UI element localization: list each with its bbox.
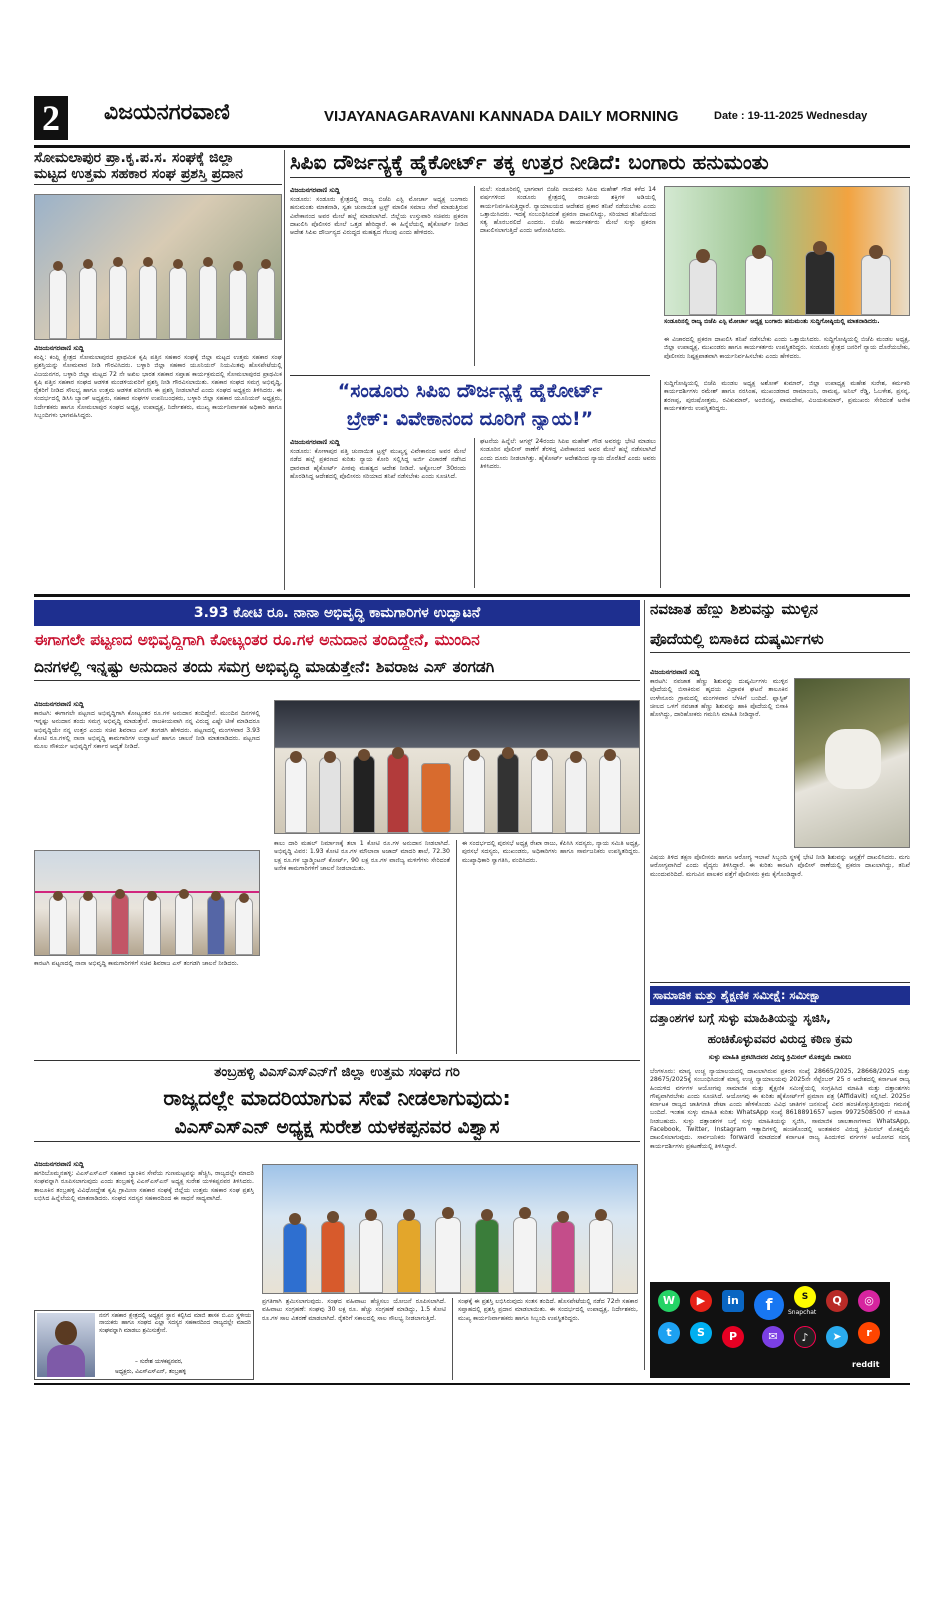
- linkedin-icon: in: [722, 1290, 744, 1312]
- story5-byline: ವಿಜಯನಗರವಾಣಿ ಸುದ್ದಿ: [650, 668, 700, 676]
- story6-body: ಬೆಂಗಳೂರು: ಮಾನ್ಯ ಉಚ್ಚ ನ್ಯಾಯಾಲಯದಲ್ಲಿ ದಾಖಲಾಗಿರುವ ಪ್ರಕರಣ ಸಂಖ್ಯೆ 28665/2025, 28668/2025 ಮತ್ತು 28675/2025ಕ್ಕೆ ಸಂಬಂಧಿಸಿದಂತೆ ಮಾನ್ಯ ಉಚ್ಚ ನ್ಯಾಯಾಲಯವು 2025ನೇ ಸೆಪ್ಟೆಂಬರ್ 25 ರ ಆದೇಶದಲ್ಲಿ ಕರ್ನಾಟಕ ರಾಜ್ಯ ಹಿಂದುಳಿದ ವರ್ಗಗಳ ಆಯೋಗವು ಸಾಮಾಜಿಕ ಮತ್ತು ಶೈಕ್ಷಣಿಕ ಸಮೀಕ್ಷೆಯಲ್ಲಿ ಸಂಗ್ರಹಿಸಿದ ಮಾಹಿತಿ ಮತ್ತು ದತ್ತಾಂಶಗಳು ಗೌಪ್ಯವಾಗಿರಬೇಕು ಎಂದು ಸೂಚಿಸಿದೆ. ಆಯೋಗವು ಈ ಕುರಿತು ಹೈಕೋರ್ಟ್‌ಗೆ ಪ್ರಮಾಣ ಪತ್ರ (Affidavit) ಸಲ್ಲಿಸಿದೆ. 2025ರ ಕರ್ನಾಟಕ ರಾಜ್ಯದ ಜಾತಿಗಣತಿ ಡೇಟಾ ಎಂದು ಹೇಳಿಕೊಂಡು ವಿವಿಧ ಜಾತಿಗಳ ಜನಸಂಖ್ಯೆ ವಿವರ ಹಂಚಿಕೊಳ್ಳುತ್ತಿರುವುದು ಗಮನಕ್ಕೆ ಬಂದಿದೆ. ಇಂತಹ ಸುಳ್ಳು ಮಾಹಿತಿ ಕುರಿತು WhatsApp ಸಂಖ್ಯೆ 8618891657 ಅಥವಾ 9972508500 ಗೆ ಮಾಹಿತಿ ನೀಡಬಹುದು. ಸುಳ್ಳು ದತ್ತಾಂಶಗಳ ಬಗ್ಗೆ ಸುಳ್ಳು ಮಾಹಿತಿಯನ್ನು ಸೃಜಿಸಿ, ಸಾಮಾಜಿಕ ಜಾಲತಾಣಗಳಾದ WhatsApp, Facebook, Twitter, Instagram ಇತ್ಯಾದಿಗಳಲ್ಲಿ ಹಂಚಿಕೊಂಡಲ್ಲಿ ಅಂತಹವರ ವಿರುದ್ಧ ಕ್ರಿಮಿನಲ್ ಮೊಕದ್ದಮೆ ದಾಖಲಿಸಲಾಗುವುದು. ಸಾರ್ವಜನಿಕರು forward ಮಾಡದಂತೆ ಕರ್ನಾಟಕ ರಾಜ್ಯ ಹಿಂದುಳಿದ ವರ್ಗಗಳ ಆಯೋಗದ ಸದಸ್ಯ ಕಾರ್ಯದರ್ಶಿಗಳು ಪ್ರಕಟಣೆಯಲ್ಲಿ ತಿಳಿಸಿದ್ದಾರೆ.: [650, 1068, 910, 1150]
- story7-quote-author: – ಸುರೇಶ ಯಳಕಪ್ಪನವರ,: [135, 1359, 183, 1365]
- facebook-icon: f: [754, 1290, 784, 1320]
- story4-photo-main: [274, 700, 640, 834]
- story-survey-fake-data: [650, 986, 910, 1378]
- story1-photo: [34, 194, 282, 340]
- story-development-works: [34, 600, 640, 1056]
- story-vssn-award: [34, 1064, 640, 1380]
- story6-headline-line2: ದತ್ತಾಂಶಗಳ ಬಗ್ಗೆ ಸುಳ್ಳು ಮಾಹಿತಿಯನ್ನು ಸೃಜಿಸಿ,: [650, 1011, 831, 1025]
- story2-headline: ಸಿಪಿಐ ದೌರ್ಜನ್ಯಕ್ಕೆ ಹೈಕೋರ್ಟ್ ತಕ್ಕ ಉತ್ತರ ನೀಡಿದೆ: ಬಂಗಾರು ಹನುಮಂತು: [290, 150, 910, 178]
- story3-body-col1: ಸಂಡೂರು: ಕೋಳಾಪುರ ಪತ್ತಿ ಚುನಾಯಿತ ಟ್ರಸ್ಟ್ ಮುಖ್ಯಸ್ಥ ವಿವೇಕಾನಂದ ಅವರ ಮೇಲೆ ನಡೆದ ಹಲ್ಲೆ ಪ್ರಕರಣದ ಕುರಿತು ನ್ಯಾಯ ಕೋರಿ ಸಲ್ಲಿಸಿದ್ದ ಅರ್ಜಿ ವಿಚಾರಣೆ ನಡೆಸಿದ ಧಾರವಾಡ ಹೈಕೋರ್ಟ್ ಪೀಠವು ಮಹತ್ವದ ಆದೇಶ ನೀಡಿದೆ. ಅಕ್ಟೋಬರ್ 30ರಂದು ಹೊರಡಿಸಿದ್ದ ಆದೇಶದಲ್ಲಿ ಪೊಲೀಸರು ಸರಿಯಾದ ತನಿಖೆ ನಡೆಸಬೇಕು ಎಂದು ಸೂಚಿಸಿದೆ.: [290, 448, 466, 480]
- telegram-icon: ➤: [826, 1326, 848, 1348]
- story7-body-col2: ಪ್ರಗತಿಗಾಗಿ ಶ್ರಮಿಸಲಾಗುವುದು. ಸಂಘದ ವಹಿವಾಟು ಹೆಚ್ಚಿಸಲು ಯೋಜನೆ ರೂಪಿಸಲಾಗಿದೆ. ವಹಿವಾಟು ಸಂಗ್ರಹಣೆ: ಸಂಘವು 30 ಲಕ್ಷ ರೂ. ಹೆಚ್ಚು ಸಂಗ್ರಹಣೆ ಮಾಡಿದ್ದು, 1.5 ಕೋಟಿ ರೂ.ಗಳ ಸಾಲ ವಿತರಣೆ ಮಾಡಲಾಗಿದೆ. ರೈತರಿಗೆ ಸಕಾಲದಲ್ಲಿ ಸಾಲ ಸೌಲಭ್ಯ ನೀಡಲಾಗುತ್ತಿದೆ.: [262, 1298, 446, 1322]
- story7-portrait: [37, 1313, 95, 1377]
- story7-body-col1: ಹಗರಿಬೊಮ್ಮನಹಳ್ಳಿ: ವಿಎಸ್‌ಎಸ್‌ಎನ್ ಸಹಕಾರ ಬ್ಯಾಂಕಿನ ಸೇವೆಯ ಗುಣಮಟ್ಟವನ್ನು ಹೆಚ್ಚಿಸಿ, ರಾಜ್ಯದಲ್ಲೇ ಮಾದರಿ ಸಂಘವನ್ನಾಗಿ ರೂಪಿಸಲಾಗುವುದು ಎಂದು ತಂಬ್ರಹಳ್ಳಿ ವಿಎಸ್‌ಎಸ್‌ಎನ್ ಅಧ್ಯಕ್ಷ ಸುರೇಶ ಯಳಕಪ್ಪನವರ ತಿಳಿಸಿದರು. ತಾಲೂಕಿನ ತಂಬ್ರಹಳ್ಳಿ ವಿವಿಧೋದ್ದೇಶ ಕೃಷಿ ಗ್ರಾಮೀಣ ಸಹಕಾರ ಸಂಘಕ್ಕೆ ಜಿಲ್ಲೆಯ ಉತ್ತಮ ಸಹಕಾರ ಸಂಘ ಪ್ರಶಸ್ತಿ ಲಭಿಸಿದ ಹಿನ್ನೆಲೆಯಲ್ಲಿ ಮಾತನಾಡಿದರು. ಸಂಘದ ಸದಸ್ಯರ ಸಹಕಾರದಿಂದ ಈ ಸಾಧನೆ ಸಾಧ್ಯವಾಗಿದೆ.: [34, 1170, 254, 1202]
- instagram-icon: ◎: [858, 1290, 880, 1312]
- story-sandur-highcourt: [290, 380, 910, 590]
- story5-headline-line2: ಪೊದೆಯಲ್ಲಿ ಬಿಸಾಕಿದ ದುಷ್ಕರ್ಮಿಗಳು: [650, 630, 910, 653]
- page-number: 2: [34, 96, 68, 140]
- story-cooperative-award: [34, 150, 282, 590]
- story6-headline-line1: ಸಾಮಾಜಿಕ ಮತ್ತು ಶೈಕ್ಷಣಿಕ ಸಮೀಕ್ಷೆ: ಸಮೀಕ್ಷಾ: [650, 986, 910, 1005]
- tiktok-icon: ♪: [794, 1326, 816, 1348]
- snapchat-label: Snapchat: [788, 1309, 817, 1316]
- story7-headline-line1: ರಾಜ್ಯದಲ್ಲೇ ಮಾದರಿಯಾಗುವ ಸೇವೆ ನೀಡಲಾಗುವುದು:: [163, 1086, 511, 1110]
- story3-headline-line2: ಬ್ರೇಕ್: ವಿವೇಕಾನಂದ ದೂರಿಗೆ ನ್ಯಾಯ!”: [346, 408, 594, 430]
- pinterest-icon: P: [722, 1326, 744, 1348]
- story4-body-col1: ಕಾರಟಗಿ: ಈಗಾಗಲೇ ಪಟ್ಟಣದ ಅಭಿವೃದ್ಧಿಗಾಗಿ ಕೋಟ್ಯಂತರ ರೂ.ಗಳ ಅನುದಾನ ತಂದಿದ್ದೇನೆ. ಮುಂದಿನ ದಿನಗಳಲ್ಲಿ ಇನ್ನಷ್ಟು ಅನುದಾನ ತಂದು ಸಮಗ್ರ ಅಭಿವೃದ್ಧಿ ಮಾಡುತ್ತೇನೆ. ರಾಜಕೀಯವಾಗಿ ನನ್ನ ವಿರುದ್ಧ ಎಷ್ಟೇ ಟೀಕೆ ಮಾಡಿದರೂ ಅಭಿವೃದ್ಧಿಯೇ ನನ್ನ ಉತ್ತರ ಎಂದು ಸಚಿವ ಶಿವರಾಜ ಎಸ್ ತಂಗಡಗಿ ಹೇಳಿದರು. ಪಟ್ಟಣದಲ್ಲಿ ಮಂಗಳವಾರ 3.93 ಕೋಟಿ ರೂ.ಗಳಲ್ಲಿ ನಾನಾ ಅಭಿವೃದ್ಧಿ ಕಾಮಗಾರಿಗಳ ಉದ್ಘಾಟನೆ ಹಾಗೂ ಚಾಲನೆ ನೀಡಿ ಮಾತನಾಡಿದರು. ಪಟ್ಟಣದ ಮೂಲ ಸೌಕರ್ಯ ಅಭಿವೃದ್ಧಿಗೆ ಸರ್ಕಾರ ಆದ್ಯತೆ ನೀಡಿದೆ.: [34, 710, 260, 751]
- social-media-collage: [650, 1282, 890, 1378]
- masthead-title-english: VIJAYANAGARAVANI KANNADA DAILY MORNING: [324, 108, 679, 125]
- skype-icon: S: [690, 1322, 712, 1344]
- masthead-date: Date : 19-11-2025 Wednesday: [714, 110, 868, 122]
- story-newborn-abandoned: [650, 600, 910, 980]
- snapchat-icon: S: [794, 1286, 816, 1308]
- quora-icon: Q: [826, 1290, 848, 1312]
- story4-byline: ವಿಜಯನಗರವಾಣಿ ಸುದ್ದಿ: [34, 700, 84, 708]
- story7-quote: ನನಗೆ ಸಹಕಾರ ಕ್ಷೇತ್ರದಲ್ಲಿ ಅಧ್ಯಕ್ಷನ ಸ್ಥಾನ ಕಲ್ಪಿಸಿದ ಮಾಜಿ ಶಾಸಕ ಬಿ.ಎಂ ಸ್ಥಳೀಯ ನಾಯಕರು ಹಾಗೂ ಸಂಘದ ಎಲ್ಲಾ ಸದಸ್ಯರ ಸಹಕಾರದಿಂದ ರಾಜ್ಯದಲ್ಲೇ ಮಾದರಿ ಸಂಘವನ್ನಾಗಿ ಮಾಡಲು ಶ್ರಮಿಸುತ್ತೇನೆ.: [99, 1313, 251, 1334]
- story3-headline-line1: “ಸಂಡೂರು ಸಿಪಿಐ ದೌರ್ಜನ್ಯಕ್ಕೆ ಹೈಕೋರ್ಟ್: [337, 380, 603, 402]
- whatsapp-icon: W: [658, 1290, 680, 1312]
- story4-photo-left: [34, 850, 260, 956]
- masthead-rule: [34, 145, 910, 148]
- story2-photo-caption: ಸಂಡೂರಿನಲ್ಲಿ ರಾಜ್ಯ ಬಿಜೆಪಿ ಎಸ್ಟಿ ಮೋರ್ಚಾ ಅಧ್ಯಕ್ಷ ಬಂಗಾರು ಹನುಮಂತು ಸುದ್ದಿಗೋಷ್ಠಿಯಲ್ಲಿ ಮಾತನಾಡಿದರು.: [664, 318, 880, 325]
- story7-kicker: ತಂಬ್ರಹಳ್ಳಿ ವಿಎಸ್‌ಎಸ್‌ಎನ್‌ಗೆ ಜಿಲ್ಲಾ ಉತ್ತಮ ಸಂಘದ ಗರಿ: [214, 1064, 460, 1080]
- story3-body-col2: ಘಟನೆಯ ಹಿನ್ನೆಲೆ: ಆಗಸ್ಟ್ 24ರಂದು ಸಿಪಿಐ ಮಹೇಶ್ ಗೌಡ ಅವರನ್ನು ಭೇಟಿ ಮಾಡಲು ಸಂಡೂರಿನ ಪೊಲೀಸ್ ಠಾಣೆಗೆ ತೆರಳಿದ್ದ ವಿವೇಕಾನಂದ ಅವರ ಮೇಲೆ ಹಲ್ಲೆ ನಡೆಸಲಾಗಿದೆ ಎಂದು ದೂರು ನೀಡಲಾಗಿತ್ತು. ಹೈಕೋರ್ಟ್ ಆದೇಶದಿಂದ ನ್ಯಾಯ ದೊರೆತಿದೆ ಎಂದು ಅವರು ತಿಳಿಸಿದರು.: [480, 438, 656, 470]
- page-bottom-rule: [34, 1383, 910, 1385]
- story2-photo: [664, 186, 910, 316]
- story7-quote-role: ಅಧ್ಯಕ್ಷರು, ವಿಎಸ್‌ಎಸ್‌ಎನ್, ತಂಬ್ರಹಳ್ಳಿ: [115, 1369, 187, 1375]
- story7-byline: ವಿಜಯನಗರವಾಣಿ ಸುದ್ದಿ: [34, 1160, 84, 1168]
- masthead: [34, 96, 910, 146]
- story3-byline: ವಿಜಯನಗರವಾಣಿ ಸುದ್ದಿ: [290, 438, 340, 446]
- story7-body-col3: ಸಂಘಕ್ಕೆ ಈ ಪ್ರಶಸ್ತಿ ಲಭಿಸಿರುವುದು ಸಂತಸ ತಂದಿದೆ. ಹೊಸಪೇಟೆಯಲ್ಲಿ ನಡೆದ 72ನೇ ಸಹಕಾರ ಸಪ್ತಾಹದಲ್ಲಿ ಪ್ರಶಸ್ತಿ ಪ್ರದಾನ ಮಾಡಲಾಯಿತು. ಈ ಸಂದರ್ಭದಲ್ಲಿ ಉಪಾಧ್ಯಕ್ಷ, ನಿರ್ದೇಶಕರು, ಮುಖ್ಯ ಕಾರ್ಯನಿರ್ವಾಹಕರು ಹಾಗೂ ಸಿಬ್ಬಂದಿ ಉಪಸ್ಥಿತರಿದ್ದರು.: [458, 1298, 638, 1322]
- messenger-icon: ✉: [762, 1326, 784, 1348]
- reddit-icon: r: [858, 1322, 880, 1344]
- story1-headline-line2: ಮಟ್ಟದ ಉತ್ತಮ ಸಹಕಾರ ಸಂಘ ಪ್ರಶಸ್ತಿ ಪ್ರದಾನ: [34, 166, 282, 185]
- story5-headline-line1: ನವಜಾತ ಹೆಣ್ಣು ಶಿಶುವನ್ನು ಮುಳ್ಳಿನ: [650, 600, 818, 618]
- story2-byline: ವಿಜಯನಗರವಾಣಿ ಸುದ್ದಿ: [290, 186, 340, 194]
- masthead-title-kannada: ವಿಜಯನಗರವಾಣಿ: [104, 100, 230, 125]
- story1-headline-line1: ಸೋಮಲಾಪುರ ಪ್ರಾ.ಕೃ.ಪ.ಸ. ಸಂಘಕ್ಕೆ ಜಿಲ್ಲಾ: [34, 150, 235, 166]
- story-bangaru-hanumanthu: [290, 150, 910, 372]
- story3-body-col3: ಸುದ್ದಿಗೋಷ್ಠಿಯಲ್ಲಿ ಬಿಜೆಪಿ ಮಂಡಲ ಅಧ್ಯಕ್ಷ ಅಶೋಕ್ ಕುಮಾರ್, ಜಿಲ್ಲಾ ಉಪಾಧ್ಯಕ್ಷ ಮಹೇಶ ಸುರೇಶ, ಕರ್ಮಕರಿ ಕಾರ್ಯದರ್ಶಿಗಳು ರಮೇಶ್ ಹಾಗೂ ನರಸಿಂಹ, ಮುಖಂಡರಾದ ರಾಮಾಂಜನಿ, ರಾಮಪ್ಪ, ಅನಿಲ್ ರೆಡ್ಡಿ, ಓಬಳೇಶ, ಪ್ರಸನ್ನ, ಶರಣಪ್ಪ, ಪುರುಷೋತ್ತಮ, ರವಿಕುಮಾರ್, ಅಂಜಿನಪ್ಪ, ವಾಮದೇವ, ವಿಜಯಕುಮಾರ್, ಪ್ರಮುಖರು ಸೇರಿದಂತೆ ಅನೇಕ ಕಾರ್ಯಕರ್ತರು ಉಪಸ್ಥಿತರಿದ್ದರು.: [664, 380, 910, 412]
- story4-body-col2: ಕಾಲು ದಾರಿ ಮಹಲ್ ನಿರ್ಮಾಣಕ್ಕೆ ತಲಾ 1 ಕೋಟಿ ರೂ.ಗಳ ಅನುದಾನ ನೀಡಲಾಗಿದೆ. ಅಭಿವೃದ್ಧಿ ವಿವರ: 1.93 ಕೋಟಿ ರೂ.ಗಳ ಮೌಲಾನಾ ಅಜಾದ್ ಮಾದರಿ ಶಾಲೆ, 72.30 ಲಕ್ಷ ರೂ.ಗಳ ಬ್ಯಾಡ್ಮಿಂಟನ್ ಕೋರ್ಟ್, 90 ಲಕ್ಷ ರೂ.ಗಳ ವಾಣಿಜ್ಯ ಮಳಿಗೆಗಳು ಸೇರಿದಂತೆ ಅನೇಕ ಕಾಮಗಾರಿಗಳಿಗೆ ಚಾಲನೆ ನೀಡಲಾಯಿತು.: [274, 840, 450, 872]
- story5-photo: [794, 678, 910, 848]
- story1-byline: ವಿಜಯನಗರವಾಣಿ ಸುದ್ದಿ: [34, 344, 84, 352]
- story5-body-bottom: ವಿಷಯ ತಿಳಿದ ತಕ್ಷಣ ಪೊಲೀಸರು ಹಾಗೂ ಆರೋಗ್ಯ ಇಲಾಖೆ ಸಿಬ್ಬಂದಿ ಸ್ಥಳಕ್ಕೆ ಭೇಟಿ ನೀಡಿ ಶಿಶುವನ್ನು ಆಸ್ಪತ್ರೆಗೆ ದಾಖಲಿಸಿದರು. ಮಗು ಆರೋಗ್ಯವಾಗಿದೆ ಎಂದು ವೈದ್ಯರು ತಿಳಿಸಿದ್ದಾರೆ. ಈ ಕುರಿತು ಕಾರಟಗಿ ಪೊಲೀಸ್ ಠಾಣೆಯಲ್ಲಿ ಪ್ರಕರಣ ದಾಖಲಾಗಿದ್ದು, ತನಿಖೆ ಮುಂದುವರಿದಿದೆ. ಮಗುವಿನ ಪಾಲಕರ ಪತ್ತೆಗೆ ಪೊಲೀಸರು ಕ್ರಮ ಕೈಗೊಂಡಿದ್ದಾರೆ.: [650, 854, 910, 878]
- story2-body-col2: ಮಲೆ: ಸಂಡೂರಿನಲ್ಲಿ ಭಾಗವಾಗ ಬಿಜೆಪಿ ನಾಯಕರು ಸಿಪಿಐ ಮಹೇಶ್ ಗೌಡ ಕಳೆದ 14 ವರ್ಷಗಳಿಂದ ಸಂಡೂರು ಕ್ಷೇತ್ರದಲ್ಲಿ ರಾಜಕೀಯ ಶಕ್ತಿಗಳ ಅಡಿಯಲ್ಲಿ ಕಾರ್ಯನಿರ್ವಹಿಸುತ್ತಿದ್ದಾರೆ. ನ್ಯಾಯಾಲಯದ ಆದೇಶದ ಪ್ರಕಾರ ತನಿಖೆ ನಡೆಯಬೇಕು ಎಂದು ಒತ್ತಾಯಿಸಿದರು. ಇದಕ್ಕೆ ಸಂಬಂಧಿಸಿದಂತೆ ಪ್ರಕರಣ ದಾಖಲಿಸಿದ್ದು, ಸರಿಯಾದ ತನಿಖೆಯಿಂದ ಸತ್ಯ ಹೊರಬರಲಿದೆ ಎಂದರು. ಬಿಜೆಪಿ ಕಾರ್ಯಕರ್ತರು ಮೇಲೆ ಸುಳ್ಳು ಪ್ರಕರಣ ದಾಖಲಿಸಲಾಗುತ್ತಿದೆ ಎಂದು ಆರೋಪಿಸಿದರು.: [480, 186, 656, 235]
- story2-body-col1: ಸಂಡೂರು: ಸಂಡೂರು ಕ್ಷೇತ್ರದಲ್ಲಿ ರಾಜ್ಯ ಬಿಜೆಪಿ ಎಸ್ಟಿ ಮೋರ್ಚಾ ಅಧ್ಯಕ್ಷ ಬಂಗಾರು ಹನುಮಂತು ಮಾತನಾಡಿ, ಸ್ವತಃ ಚುನಾಯಿತ ಟ್ರಸ್ಟ್ ಮಾಲಿಕ ಸಮಾಜ ಸೇವೆ ಮಾಡುತ್ತಿರುವ ವಿವೇಕಾನಂದ ಅವರ ಮೇಲೆ ಹಲ್ಲೆ ಮಾಡಲಾಗಿದೆ. ಜಿಲ್ಲೆಯ ಉಸ್ತುವಾರಿ ಸಚಿವರು ಪ್ರಕರಣ ದಾಖಲಿಸಿ ಪೊಲೀಸರ ಮೇಲೆ ಒತ್ತಡ ಹೇರಿದ್ದಾರೆ. ಈ ಹಿನ್ನೆಲೆಯಲ್ಲಿ ಹೈಕೋರ್ಟ್ ನೀಡಿದ ಆದೇಶ ಸಿಪಿಐ ದೌರ್ಜನ್ಯದ ವಿರುದ್ಧದ ಮಹತ್ವದ ಗೆಲುವು ಎಂದು ಹೇಳಿದರು.: [290, 196, 468, 237]
- story6-headline-line3: ಹಂಚಿಕೊಳ್ಳುವವರ ವಿರುದ್ಧ ಕಠಿಣ ಕ್ರಮ: [707, 1032, 853, 1046]
- youtube-icon: ▶: [690, 1290, 712, 1312]
- story2-body-col3: ಈ ವಿಚಾರದಲ್ಲಿ ಪ್ರಕರಣ ದಾಖಲಿಸಿ ತನಿಖೆ ನಡೆಸಬೇಕು ಎಂದು ಒತ್ತಾಯಿಸಿದರು. ಸುದ್ದಿಗೋಷ್ಠಿಯಲ್ಲಿ ಬಿಜೆಪಿ ಮಂಡಲ ಅಧ್ಯಕ್ಷ, ಜಿಲ್ಲಾ ಉಪಾಧ್ಯಕ್ಷ, ಮುಖಂಡರು ಹಾಗೂ ಕಾರ್ಯಕರ್ತರು ಉಪಸ್ಥಿತರಿದ್ದರು. ಸಂಡೂರು ಕ್ಷೇತ್ರದ ಜನರಿಗೆ ನ್ಯಾಯ ದೊರೆಯಬೇಕು, ಪೊಲೀಸರು ನಿಷ್ಪಕ್ಷಪಾತವಾಗಿ ಕಾರ್ಯನಿರ್ವಹಿಸಬೇಕು ಎಂದು ಹೇಳಿದರು.: [664, 336, 910, 360]
- twitter-icon: t: [658, 1322, 680, 1344]
- story6-subhead: ಸುಳ್ಳು ಮಾಹಿತಿ ಪ್ರಕಟಿಸಿದವರ ವಿರುದ್ಧ ಕ್ರಿಮಿನಲ್ ಮೊಕದ್ದಮೆ ದಾಖಲು: [708, 1053, 852, 1061]
- story5-body-top: ಕಾರಟಗಿ: ನವಜಾತ ಹೆಣ್ಣು ಶಿಶುವನ್ನು ದುಷ್ಕರ್ಮಿಗಳು ಮುಳ್ಳಿನ ಪೊದೆಯಲ್ಲಿ ಬಿಸಾಕಿರುವ ಹೃದಯ ವಿದ್ರಾವಕ ಘಟನೆ ತಾಲೂಕಿನ ಉಳೇನೂರು ಗ್ರಾಮದಲ್ಲಿ ಮಂಗಳವಾರ ಬೆಳಕಿಗೆ ಬಂದಿದೆ. ಪ್ಲಾಸ್ಟಿಕ್ ಚೀಲದ ಒಳಗೆ ನವಜಾತ ಹೆಣ್ಣು ಶಿಶುವನ್ನು ಹಾಕಿ ಪೊದೆಯಲ್ಲಿ ಬಿಸಾಕಿ ಹೋಗಿದ್ದು, ದಾರಿಹೋಕರು ಗಮನಿಸಿ ಮಾಹಿತಿ ನೀಡಿದ್ದಾರೆ.: [650, 678, 788, 719]
- story1-body: ಕಂಪ್ಲಿ: ಕಂಪ್ಲಿ ಕ್ಷೇತ್ರದ ಸೋಮಲಾಪುರದ ಪ್ರಾಥಮಿಕ ಕೃಷಿ ಪತ್ತಿನ ಸಹಕಾರ ಸಂಘಕ್ಕೆ ಜಿಲ್ಲಾ ಮಟ್ಟದ ಉತ್ತಮ ಸಹಕಾರ ಸಂಘ ಪ್ರಶಸ್ತಿಯನ್ನು ಸೋಮವಾರ ನೀಡಿ ಗೌರವಿಸಿದರು. ಬಳ್ಳಾರಿ ಜಿಲ್ಲಾ ಸಹಕಾರ ಯೂನಿಯನ್ ನಿಯಮಿತವು ಹೊಸಪೇಟೆಯಲ್ಲಿ ವಿಜಯನಗರ, ಬಳ್ಳಾರಿ ಜಿಲ್ಲಾ ಮಟ್ಟದ 72 ನೇ ಅಖಿಲ ಭಾರತ ಸಹಕಾರ ಸಪ್ತಾಹ ಕಾರ್ಯಕ್ರಮದಲ್ಲಿ ಸೋಮಲಾಪುರದ ಪ್ರಾಥಮಿಕ ಕೃಷಿ ಪತ್ತಿನ ಸಹಕಾರ ಸಂಘದ ಆಡಳಿತ ಮಂಡಳಿಯವರಿಗೆ ಪ್ರಶಸ್ತಿ ನೀಡಿ ಗೌರವಿಸಲಾಯಿತು. ಸಹಕಾರ ಸಂಘದ ಸಮಗ್ರ ಅಭಿವೃದ್ಧಿ, ರೈತರಿಗೆ ನೀಡಿದ ಸೌಲಭ್ಯ ಹಾಗೂ ಉತ್ತಮ ಆಡಳಿತ ಪರಿಗಣಿಸಿ ಈ ಪ್ರಶಸ್ತಿ ನೀಡಲಾಗಿದೆ ಎಂದು ಸಂಘದ ಅಧ್ಯಕ್ಷರು ತಿಳಿಸಿದರು. ಈ ಸಂದರ್ಭದಲ್ಲಿ ಡಿಸಿಸಿ ಬ್ಯಾಂಕ್ ಅಧ್ಯಕ್ಷರು, ಸಹಕಾರ ಸಂಘಗಳ ಉಪನಿಬಂಧಕರು, ಬಳ್ಳಾರಿ ಜಿಲ್ಲಾ ಸಹಕಾರ ಯೂನಿಯನ್ ಅಧ್ಯಕ್ಷರು, ನಿರ್ದೇಶಕರು ಹಾಗೂ ಸೋಮಲಾಪುರ ಸಂಘದ ಅಧ್ಯಕ್ಷ, ಉಪಾಧ್ಯಕ್ಷ, ನಿರ್ದೇಶಕರು, ಮುಖ್ಯ ಕಾರ್ಯನಿರ್ವಾಹಕ ಅಧಿಕಾರಿ ಹಾಗೂ ಸಿಬ್ಬಂದಿಗಳು ಭಾಗವಹಿಸಿದ್ದರು.: [34, 354, 282, 420]
- story4-headline-line1: ಈಗಾಗಲೇ ಪಟ್ಟಣದ ಅಭಿವೃದ್ಧಿಗಾಗಿ ಕೋಟ್ಯಂತರ ರೂ.ಗಳ ಅನುದಾನ ತಂದಿದ್ದೇನೆ, ಮುಂದಿನ: [34, 631, 480, 649]
- story4-photo-caption: ಕಾರಟಗಿ ಪಟ್ಟಣದಲ್ಲಿ ನಾನಾ ಅಭಿವೃದ್ಧಿ ಕಾಮಗಾರಿಗಳಿಗೆ ಸಚಿವ ಶಿವರಾಜ ಎಸ್ ತಂಗಡಗಿ ಚಾಲನೆ ನೀಡಿದರು.: [34, 960, 239, 967]
- story7-headline-line2: ವಿಎಸ್‌ಎಸ್‌ಎನ್ ಅಧ್ಯಕ್ಷ ಸುರೇಶ ಯಳಕಪ್ಪನವರ ವಿಶ್ವಾಸ: [34, 1117, 640, 1142]
- story4-headline-line2: ದಿನಗಳಲ್ಲಿ ಇನ್ನಷ್ಟು ಅನುದಾನ ತಂದು ಸಮಗ್ರ ಅಭಿವೃದ್ಧಿ ಮಾಡುತ್ತೇನೆ: ಶಿವರಾಜ ಎಸ್ ತಂಗಡಗಿ: [34, 658, 640, 681]
- reddit-label: reddit: [852, 1360, 880, 1369]
- story7-quote-box: [34, 1310, 254, 1380]
- story4-banner: 3.93 ಕೋಟಿ ರೂ. ನಾನಾ ಅಭಿವೃದ್ಧಿ ಕಾಮಗಾರಿಗಳ ಉದ್ಘಾಟನೆ: [34, 600, 640, 626]
- story4-body-col3: ಈ ಸಂದರ್ಭದಲ್ಲಿ ಪುರಸಭೆ ಅಧ್ಯಕ್ಷ ರೇಖಾ ರಾಜು, ಕೆಪಿಸಿಸಿ ಸದಸ್ಯರು, ನ್ಯಾಯ ಸಮಿತಿ ಅಧ್ಯಕ್ಷ, ಪುರಸಭೆ ಸದಸ್ಯರು, ಮುಖಂಡರು, ಅಧಿಕಾರಿಗಳು ಹಾಗೂ ಸಾರ್ವಜನಿಕರು ಉಪಸ್ಥಿತರಿದ್ದರು. ಮುಖ್ಯಾಧಿಕಾರಿ ಸ್ವಾಗತಿಸಿ, ವಂದಿಸಿದರು.: [462, 840, 640, 864]
- story7-photo: [262, 1164, 638, 1294]
